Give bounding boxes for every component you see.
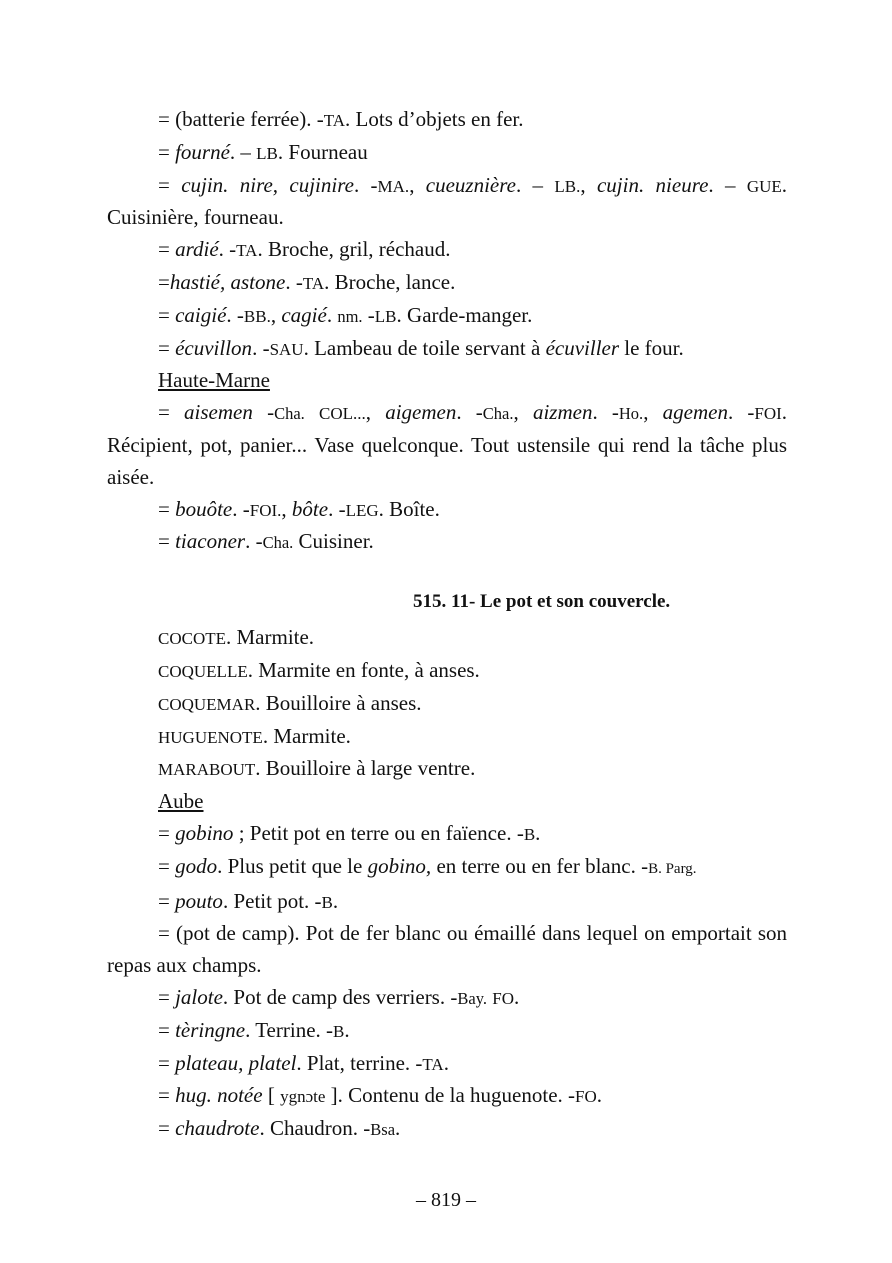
entry-teringne: = tèringne. Terrine. -B. [158, 1017, 350, 1042]
entry-gobino: = gobino ; Petit pot en terre ou en faïence. -B. [158, 820, 541, 845]
entry-pot-de-camp: = (pot de camp). Pot de fer blanc ou émaillé dans lequel on emportait son repas aux champs. [107, 921, 787, 978]
section-gap [107, 559, 787, 588]
entry-caigie: = caigié. -BB., cagié. nm. -LB. Garde-manger. [158, 302, 533, 327]
entry-pouto: = pouto. Petit pot. -B. [158, 888, 339, 913]
entry-tiaconer: = tiaconer. -Cha. Cuisiner. [158, 529, 374, 554]
term-cocote: COCOTE. Marmite. [158, 625, 315, 650]
region-heading-haute-marne: Haute-Marne [158, 368, 270, 393]
region-heading-aube: Aube [158, 789, 204, 814]
entry-bouote: = bouôte. -FOI., bôte. -LEG. Boîte. [158, 496, 440, 521]
entry-chaudrote: = chaudrote. Chaudron. -Bsa. [158, 1116, 401, 1141]
term-coquemar: COQUEMAR. Bouilloire à anses. [158, 690, 422, 715]
entry-cujin: = cujin. nire, cujinire. -MA., cueuznière. – LB., cujin. nieure. – GUE. Cuisinière, fourneau. [107, 172, 788, 230]
term-huguenote: HUGUENOTE. Marmite. [158, 723, 351, 748]
entry-batterie: = (batterie ferrée). -TA. Lots d’objets en fer. [158, 107, 524, 131]
page-text [107, 104, 787, 1146]
term-marabout: MARABOUT. Bouilloire à large ventre. [158, 756, 476, 781]
entry-aisemen: = aisemen -Cha. COL..., aigemen. -Cha., aizmen. -Ho., agemen. -FOI. Récipient, pot, panier... Vase quelconque. Tout ustensile qui rend la tâche plus aisée. [107, 400, 788, 489]
page-number: – 819 – [416, 1189, 476, 1211]
entry-ecuvillon: = écuvillon. -SAU. Lambeau de toile servant à écuviller le four. [158, 335, 684, 360]
entry-fourne: = fourné. – LB. Fourneau [158, 139, 368, 164]
entry-ardie: = ardié. -TA. Broche, gril, réchaud. [158, 237, 451, 262]
entry-godo: = godo. Plus petit que le gobino, en terre ou en fer blanc. -B. Parg. [158, 853, 697, 878]
entry-jalote: = jalote. Pot de camp des verriers. -Bay. FO. [158, 984, 520, 1009]
term-coquelle: COQUELLE. Marmite en fonte, à anses. [158, 657, 480, 682]
section-heading: 515. 11- Le pot et son couvercle. [413, 591, 671, 613]
entry-plateau: = plateau, platel. Plat, terrine. -TA. [158, 1050, 449, 1075]
entry-hastie: =hastié, astone. -TA. Broche, lance. [158, 269, 456, 294]
entry-hug-notee: = hug. notée [ ygnɔte ]. Contenu de la huguenote. -FO. [158, 1083, 602, 1108]
